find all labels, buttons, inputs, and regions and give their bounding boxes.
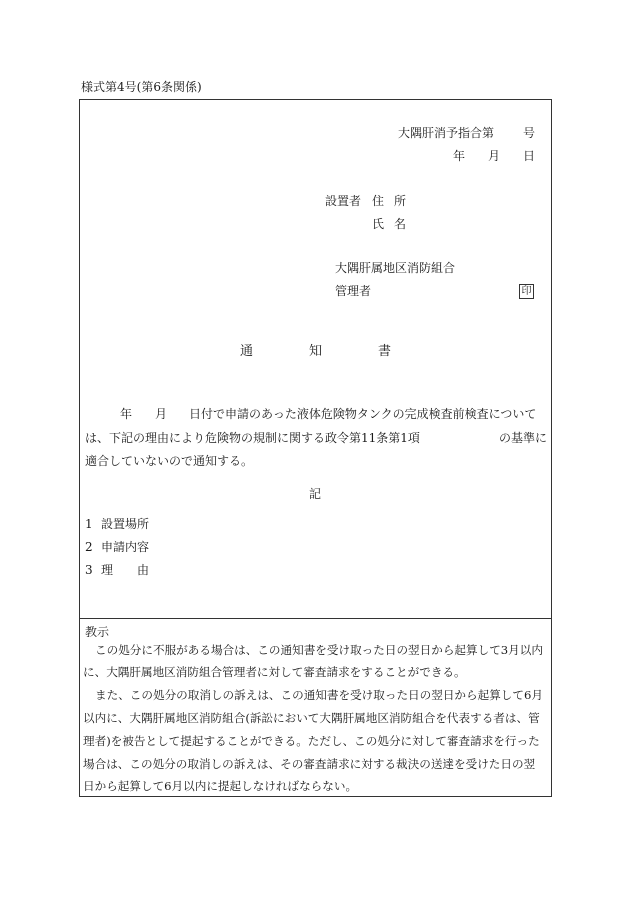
item-label-reason-2: 由 bbox=[137, 563, 150, 577]
installer-name-label-1: 氏 bbox=[372, 217, 385, 231]
notes-p2-line-4: 場合は、この処分の取消しの訴えは、その審査請求に対する裁決の送達を受けた日の翌 bbox=[83, 757, 536, 771]
item-label-location: 設置場所 bbox=[101, 517, 150, 531]
date-year-label: 年 bbox=[453, 149, 466, 163]
body-month-label: 月 bbox=[155, 407, 168, 421]
notes-p2-line-3: 理者)を被告として提起することができる。ただし、この処分に対して審査請求を行った bbox=[83, 734, 540, 748]
body-line-3: 適合していないので通知する。 bbox=[85, 454, 254, 468]
date-day-label: 日 bbox=[523, 149, 536, 163]
installer-name-label-2: 名 bbox=[394, 217, 407, 231]
ki-heading: 記 bbox=[309, 487, 322, 501]
notice-number-label: 大隅肝消予指合第 bbox=[398, 126, 495, 140]
notice-number-suffix: 号 bbox=[523, 126, 536, 140]
notice-body-box bbox=[79, 99, 552, 619]
doc-title-char-3: 書 bbox=[378, 344, 392, 359]
body-line-2: は、下記の理由により危険物の規制に関する政令第11条第1項 bbox=[85, 431, 420, 445]
doc-title-char-2: 知 bbox=[309, 344, 323, 359]
installer-address-label-2: 所 bbox=[394, 194, 407, 208]
item-number-1: 1 bbox=[85, 517, 93, 531]
notes-p1-line-1: この処分に不服がある場合は、この通知書を受け取った日の翌日から起算して3月以内 bbox=[95, 643, 543, 657]
notes-p2-line-2: 以内に、大隅肝属地区消防組合(訴訟において大隅肝属地区消防組合を代表する者は、管 bbox=[83, 711, 540, 725]
form-number-title: 様式第4号(第6条関係) bbox=[81, 80, 202, 94]
doc-title-char-1: 通 bbox=[240, 344, 254, 359]
notes-heading: 教示 bbox=[85, 625, 110, 639]
installer-address-label-1: 住 bbox=[372, 194, 385, 208]
notes-p2-line-1: また、この処分の取消しの訴えは、この通知書を受け取った日の翌日から起算して6月 bbox=[95, 688, 543, 702]
body-line-2-end: の基準に bbox=[499, 431, 548, 445]
notes-p1-line-2: に、大隅肝属地区消防組合管理者に対して審査請求をすることができる。 bbox=[83, 665, 466, 679]
item-number-2: 2 bbox=[85, 540, 93, 554]
body-line-1: 日付で申請のあった液体危険物タンクの完成検査前検査について bbox=[189, 407, 537, 421]
notes-p2-line-5: 日から起算して6月以内に提起しなければならない。 bbox=[83, 779, 358, 793]
item-number-3: 3 bbox=[85, 563, 93, 577]
item-label-reason-1: 理 bbox=[101, 563, 114, 577]
item-label-application: 申請内容 bbox=[101, 540, 150, 554]
installer-label: 設置者 bbox=[325, 194, 362, 208]
body-year-label: 年 bbox=[120, 407, 133, 421]
issuer-organization: 大隅肝属地区消防組合 bbox=[335, 261, 456, 275]
issuer-role: 管理者 bbox=[335, 284, 372, 298]
date-month-label: 月 bbox=[488, 149, 501, 163]
seal-stamp-box: 印 bbox=[519, 284, 534, 299]
